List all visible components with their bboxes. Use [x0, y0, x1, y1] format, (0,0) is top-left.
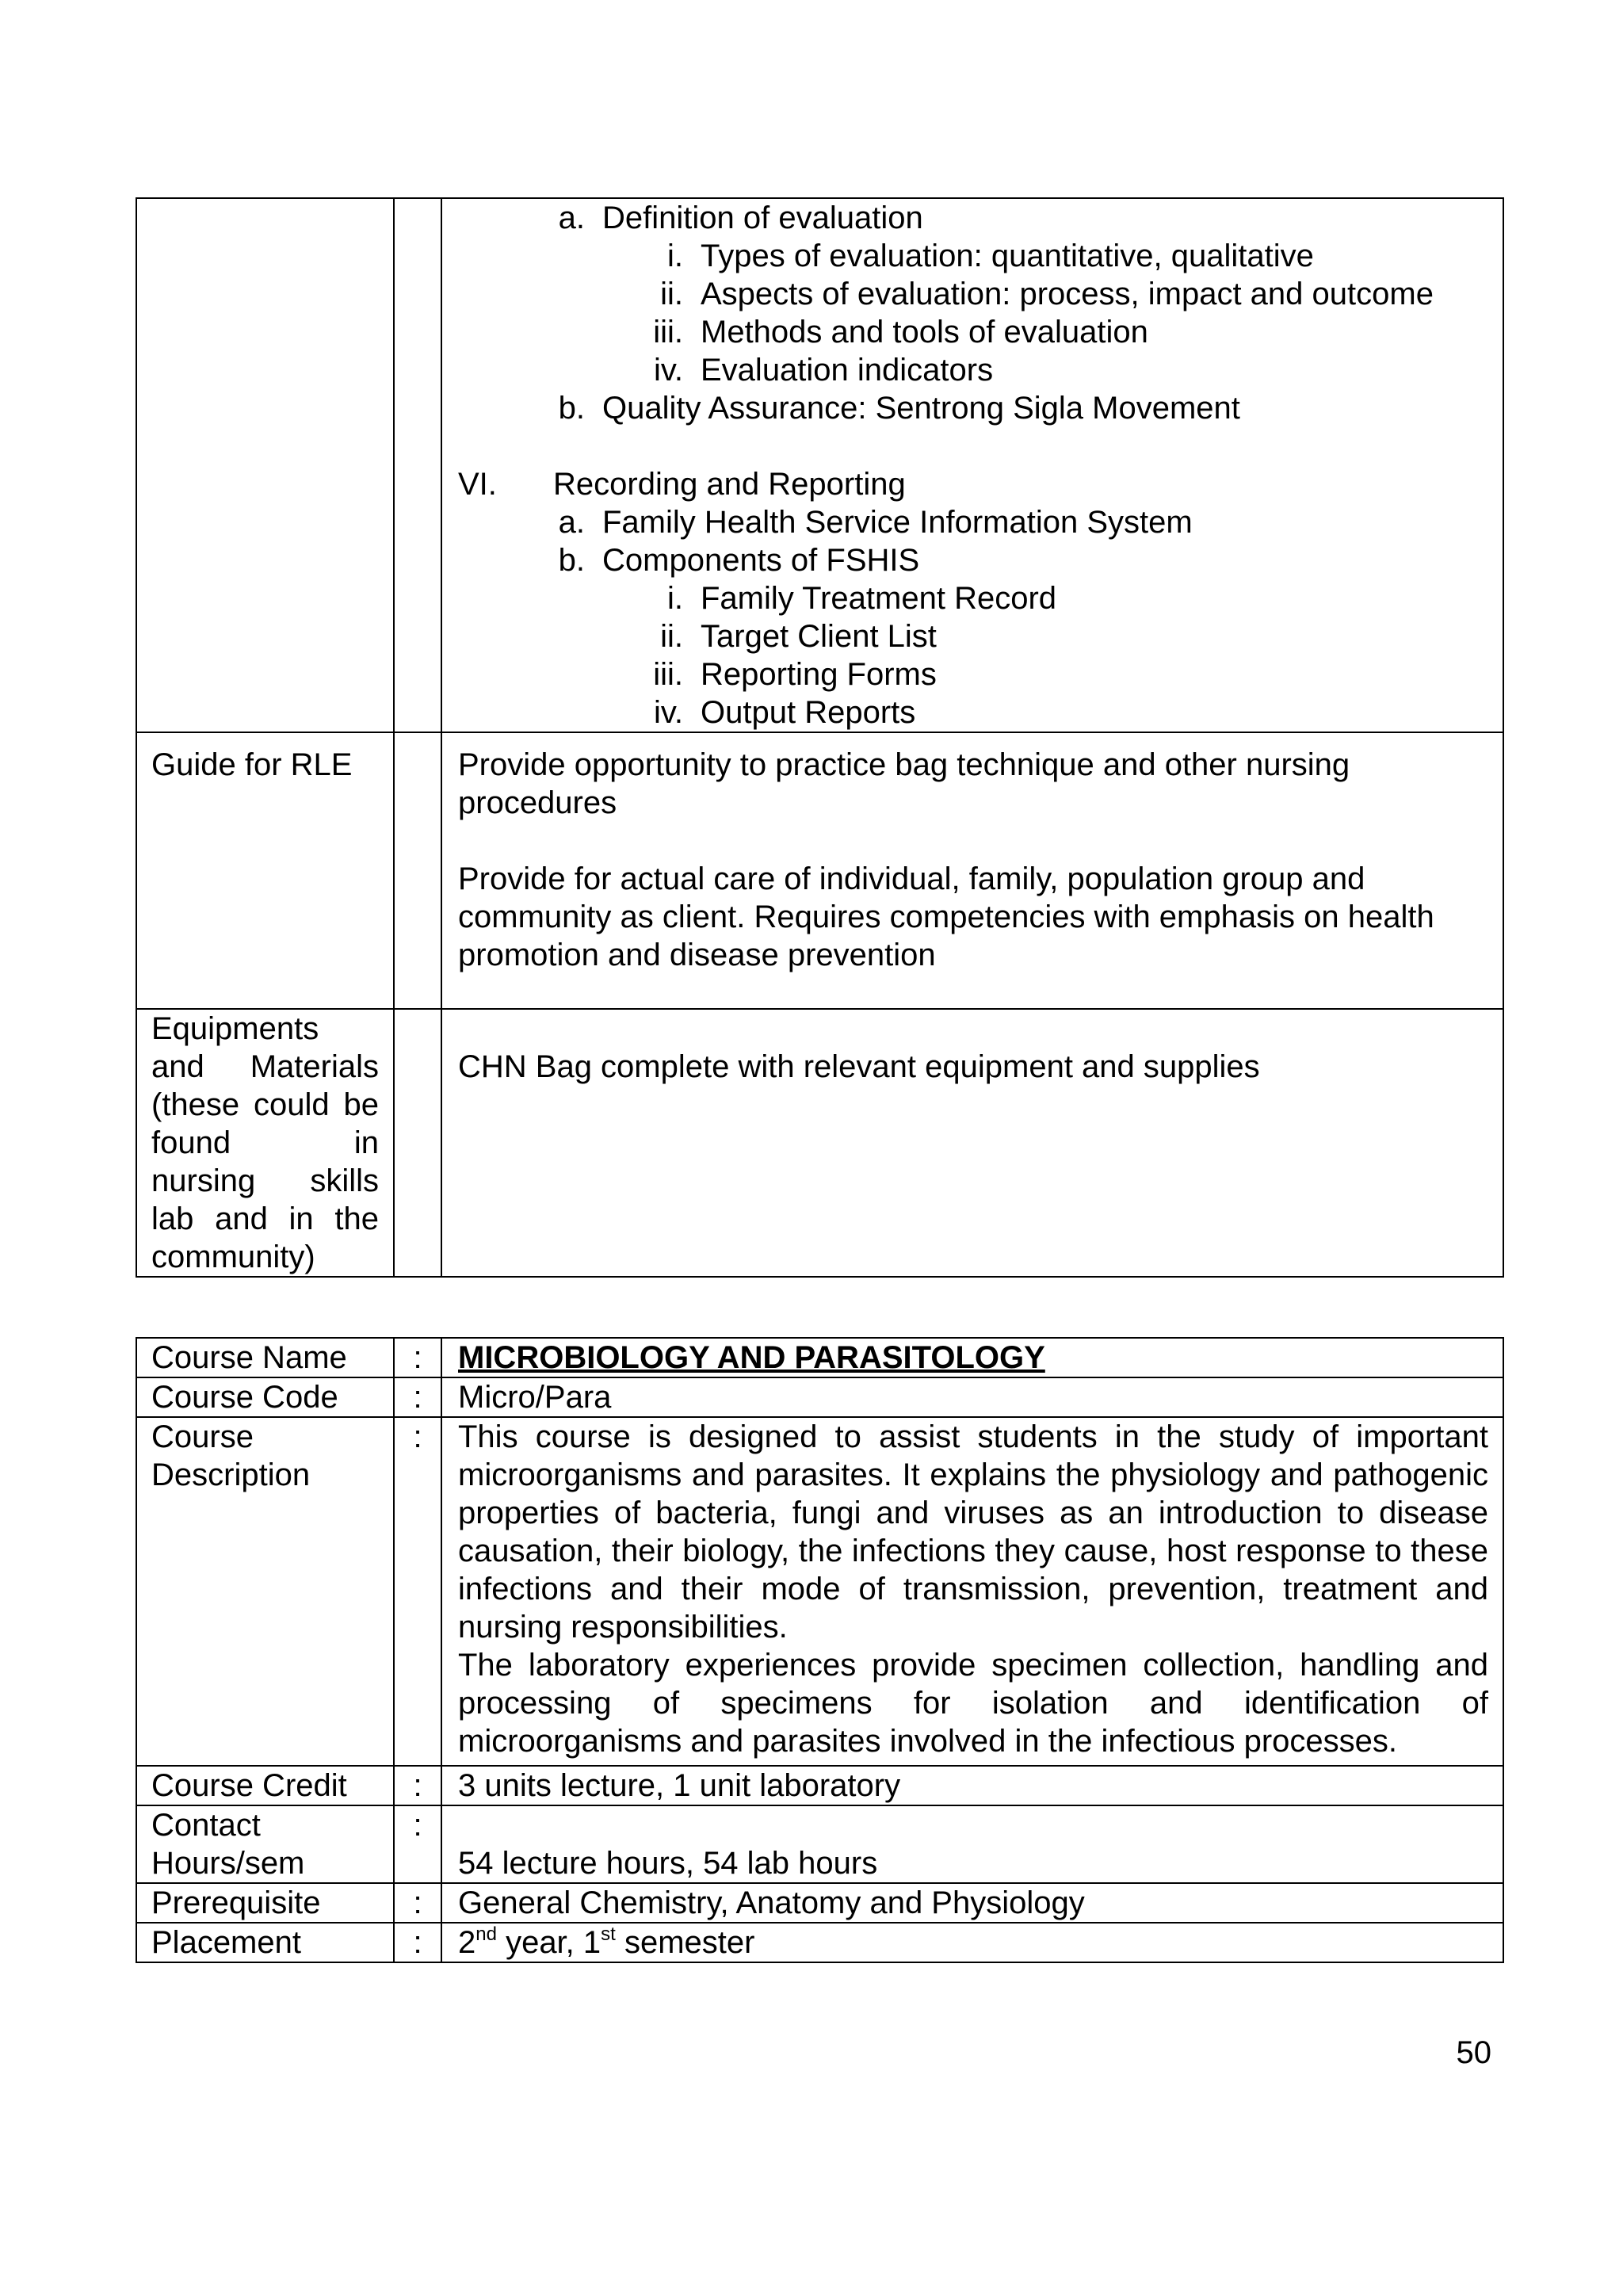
outline-item: b. Components of FSHIS	[558, 543, 920, 578]
outline-item: i. Family Treatment Record	[667, 581, 1057, 616]
course-credit-value: 3 units lecture, 1 unit laboratory	[441, 1766, 1503, 1805]
outline-item: a. Definition of evaluation	[558, 201, 923, 235]
equipment-label-line: found in	[151, 1125, 379, 1160]
equipment-label-line: lab and in the	[151, 1201, 379, 1236]
prerequisite-label: Prerequisite	[136, 1883, 394, 1923]
course-credit-row	[136, 1766, 1503, 1805]
outline-item: iii. Methods and tools of evaluation	[653, 315, 1148, 350]
outline-item: i. Types of evaluation: quantitative, qualitative	[667, 239, 1314, 273]
outline-row	[136, 198, 1503, 732]
rle-row	[136, 732, 1503, 1009]
rle-colon-cell	[394, 732, 441, 1009]
outline-item: b. Quality Assurance: Sentrong Sigla Movement	[558, 391, 1240, 426]
colon: :	[394, 1417, 441, 1766]
course-name-value: MICROBIOLOGY AND PARASITOLOGY	[441, 1338, 1503, 1377]
placement-value: 2nd year, 1st semester	[441, 1923, 1503, 1962]
outline-item: iii. Reporting Forms	[653, 657, 937, 692]
equipment-label	[136, 1009, 394, 1277]
equipment-text: CHN Bag complete with relevant equipment and supplies	[458, 1049, 1260, 1084]
course-info-table	[136, 1337, 1504, 1963]
course-code-row	[136, 1377, 1503, 1417]
rle-content	[441, 732, 1503, 1009]
colon: :	[394, 1766, 441, 1805]
outline-item: a. Family Health Service Information System	[558, 505, 1193, 540]
outline-content-cell	[441, 198, 1503, 732]
rle-paragraph: Provide opportunity to practice bag technique and other nursing procedures	[458, 747, 1350, 820]
course-description-text	[441, 1417, 1503, 1766]
rle-paragraph: Provide for actual care of individual, family, population group and community as client. Requires competencies with emphasis on health promotion and disease prevention	[458, 861, 1434, 972]
placement-row	[136, 1923, 1503, 1962]
prerequisite-value: General Chemistry, Anatomy and Physiology	[441, 1883, 1503, 1923]
equipment-label-line: and Materials	[151, 1049, 379, 1084]
course-credit-label: Course Credit	[136, 1766, 394, 1805]
course-name-label: Course Name	[136, 1338, 394, 1377]
description-paragraph: This course is designed to assist students in the study of important microorganisms and parasites. It explains the physiology and pathogenic properties of bacteria, fungi and viruses as an introduction to disease causation, their biology, the infections they cause, host response to these infections and their mode of transmission, prevention, treatment and nursing responsibilities.	[458, 1419, 1488, 1645]
colon: :	[394, 1338, 441, 1377]
equipment-label-line: community)	[151, 1240, 315, 1274]
description-paragraph: The laboratory experiences provide specimen collection, handling and processing of specimens for isolation and identification of microorganisms and parasites involved in the infectious processes.	[458, 1648, 1488, 1759]
course-code-value: Micro/Para	[441, 1377, 1503, 1417]
section-v-list	[458, 199, 1488, 427]
placement-label: Placement	[136, 1923, 394, 1962]
contact-hours-row	[136, 1805, 1503, 1883]
outline-label-cell	[136, 198, 394, 732]
equipment-label-line: Equipments	[151, 1011, 319, 1046]
colon: :	[394, 1923, 441, 1962]
outline-item: iv. Evaluation indicators	[653, 353, 994, 388]
contact-hours-value: 54 lecture hours, 54 lab hours	[441, 1805, 1503, 1883]
course-outline-table	[136, 197, 1504, 1278]
rle-label: Guide for RLE	[136, 732, 394, 1009]
contact-hours-label: Contact Hours/sem	[136, 1805, 394, 1883]
prerequisite-row	[136, 1883, 1503, 1923]
page-number: 50	[1456, 2035, 1491, 2070]
equipment-content	[441, 1009, 1503, 1277]
outline-item: ii. Aspects of evaluation: process, impact and outcome	[660, 277, 1434, 311]
colon: :	[394, 1805, 441, 1883]
course-description-label: Course Description	[136, 1417, 394, 1766]
equipment-colon-cell	[394, 1009, 441, 1277]
outline-item: ii. Target Client List	[660, 619, 937, 654]
course-description-row	[136, 1417, 1503, 1766]
colon: :	[394, 1377, 441, 1417]
colon: :	[394, 1883, 441, 1923]
section-vi-heading: VI. Recording and Reporting	[458, 467, 906, 502]
outline-colon-cell	[394, 198, 441, 732]
equipment-row	[136, 1009, 1503, 1277]
section-vi	[458, 465, 1488, 732]
course-code-label: Course Code	[136, 1377, 394, 1417]
outline-item: iv. Output Reports	[653, 695, 916, 730]
equipment-label-line: nursing skills	[151, 1163, 379, 1198]
course-name-row	[136, 1338, 1503, 1377]
equipment-label-line: (these could be	[151, 1087, 379, 1122]
